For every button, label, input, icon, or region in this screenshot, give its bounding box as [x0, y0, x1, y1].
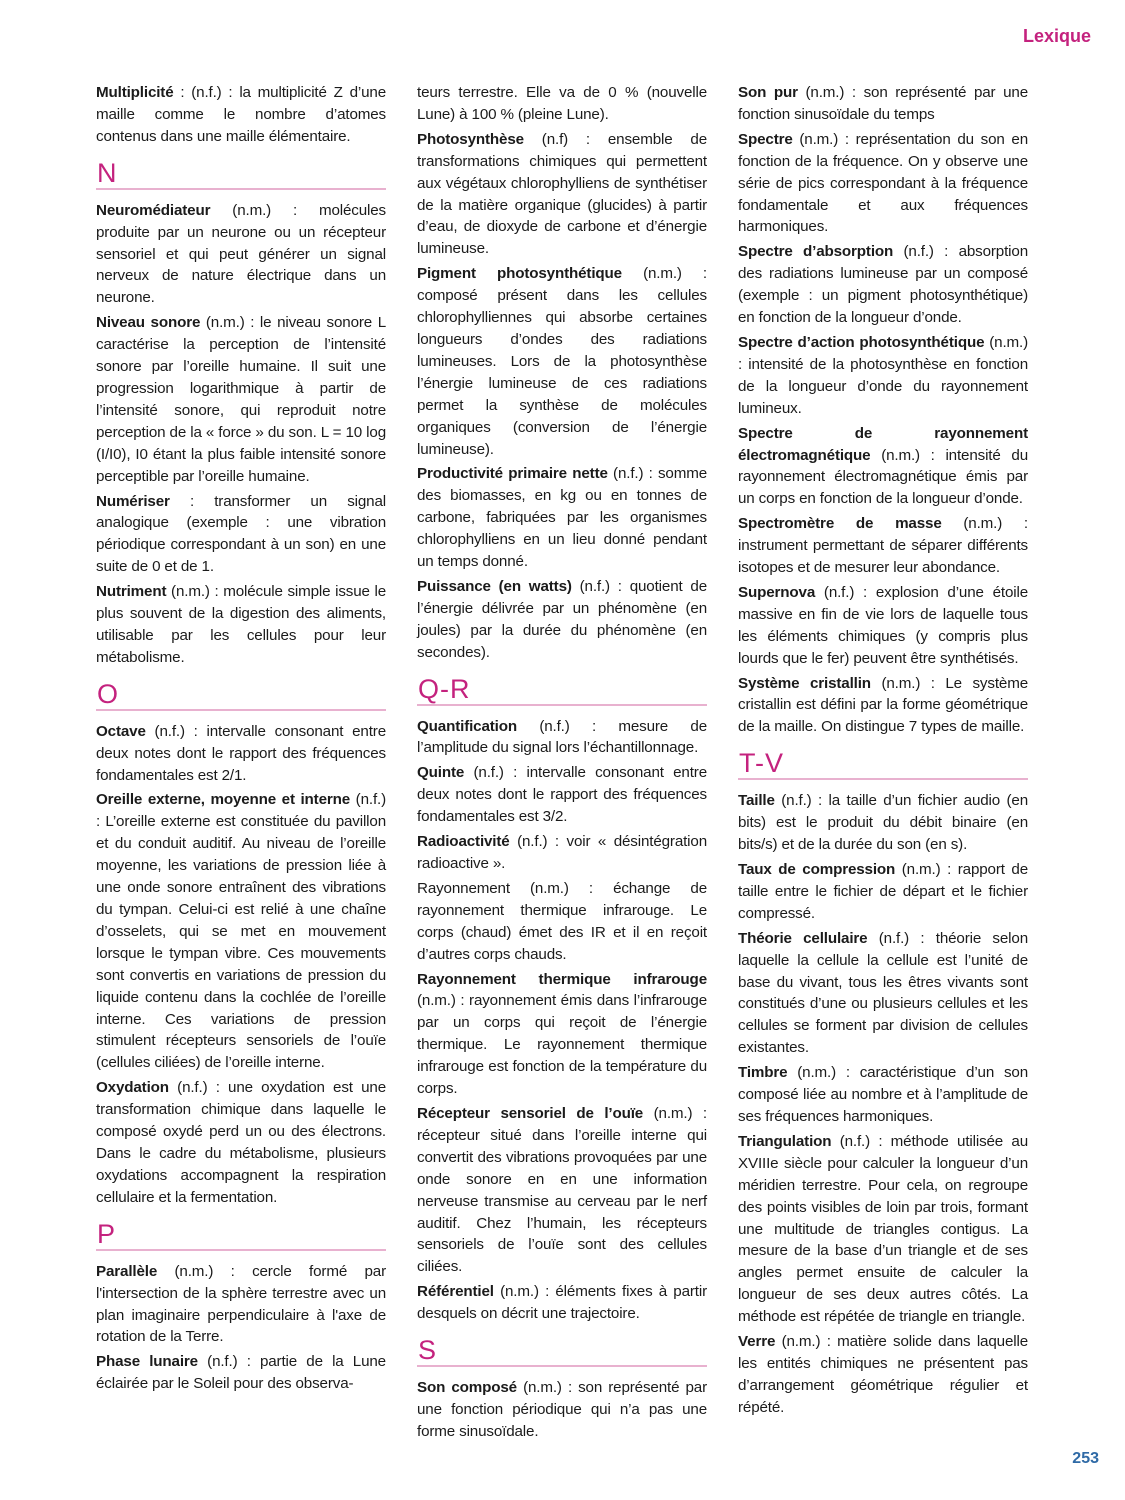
entry-term: Oxydation — [96, 1079, 169, 1097]
entry-definition: (n.f.) : la taille d’un fichier audio (en bits) est le produit du débit binaire (en bits/s) et de la durée du son (en s). — [738, 792, 1028, 854]
entry-term: Timbre — [738, 1064, 788, 1082]
entry-definition: (n.f.) : absorption des radiations lumineuse par un composé (exemple : un pigment photosynthétique) en fonction de la longueur d’onde. — [738, 243, 1028, 327]
entry-term: Récepteur sensoriel de l’ouïe — [417, 1104, 644, 1122]
running-title: Lexique — [1022, 26, 1091, 46]
entry-term: Productivité primaire nette — [417, 465, 608, 483]
glossary-entry — [738, 423, 1028, 511]
glossary-entry — [96, 581, 386, 669]
entry-definition: (n.m.) : rayonnement émis dans l’infrarouge par un corps qui reçoit de l’énergie thermique. Le rayonnement thermique infrarouge est fonction de la température du corps. — [417, 992, 707, 1098]
entry-definition: (n.m.) : matière solide dans laquelle les entités chimiques ne présentent pas d’arrangement géométrique régulier et répété. — [738, 1333, 1028, 1416]
entry-definition: (n.m.) : caractéristique d’un son composé liée au nombre et à l’amplitude de ses fréquences harmoniques. — [738, 1064, 1028, 1125]
entry-definition: (n.f.) : somme des biomasses, en kg ou en tonnes de carbone, fabriquées par les organismes chlorophylliens en un lieu donné pendant un temps donné. — [417, 465, 708, 571]
glossary-entry — [738, 332, 1028, 420]
entry-term: Système cristallin — [738, 674, 871, 692]
glossary-entry — [417, 263, 707, 460]
glossary-entry — [96, 1261, 386, 1349]
entry-definition: (n.f.) : partie de la Lune éclairée par le Soleil pour des observa- — [96, 1353, 386, 1393]
entry-definition: (n.m.) : molécule simple issue le plus souvent de la digestion des aliments, utilisable par les cellules pour leur métabolisme. — [96, 583, 386, 666]
glossary-entry — [417, 969, 707, 1100]
letter-heading: P — [96, 1219, 386, 1251]
glossary-entry — [738, 513, 1028, 579]
glossary-entry — [96, 1351, 386, 1395]
glossary-entry — [738, 673, 1028, 739]
entry-term: Taux de compression — [738, 861, 896, 878]
entry-definition: (n.f.) : intervalle consonant entre deux notes dont le rapport des fréquences fondamentales est 3/2. — [417, 764, 707, 826]
entry-definition: (n.f.) : une oxydation est une transformation chimique dans laquelle le composé oxydé perd un ou des électrons. Dans le cadre du métabolisme, plusieurs oxydations accompagnent la respiration cellulaire et la fermentation. — [96, 1079, 386, 1206]
entry-term: Rayonnement thermique infrarouge — [417, 970, 707, 988]
glossary-entry — [96, 312, 386, 487]
glossary-entry — [417, 129, 707, 260]
entry-term: Pigment photosynthétique — [417, 265, 622, 283]
entry-term: Spectre — [738, 130, 793, 148]
glossary-entry — [738, 790, 1028, 856]
entry-term: Spectre de rayonnement électromagnétique — [738, 424, 1028, 464]
glossary-entry — [738, 928, 1028, 1059]
glossary-entry — [417, 762, 707, 828]
entry-term: Taille — [738, 792, 775, 810]
entry-definition: (n.f.) : quotient de l’énergie délivrée par un phénomène (en joules) par la durée du phénomène (en secondes). — [417, 577, 707, 661]
page-number: 253 — [1072, 1450, 1099, 1467]
entry-term: Neuromédiateur — [96, 201, 211, 219]
entry-term: Théorie cellulaire — [738, 929, 868, 947]
glossary-entry — [96, 491, 386, 579]
glossary-entry — [417, 1281, 707, 1325]
glossary-entry — [738, 129, 1028, 239]
glossary-entry — [738, 1331, 1028, 1419]
entry-term: Son pur — [738, 84, 798, 101]
entry-definition: (n.m.) : instrument permettant de séparer différents isotopes et de mesurer leur abondance. — [738, 515, 1028, 577]
entry-definition: (n.m.) : son représenté par une fonction sinusoïdale du temps — [738, 84, 1028, 123]
glossary-entry — [417, 878, 707, 966]
entry-term: Numériser — [96, 492, 170, 510]
glossary-entry — [738, 82, 1028, 126]
glossary-entry — [417, 463, 707, 573]
glossary-entry — [417, 1377, 707, 1443]
glossary-column-2 — [417, 82, 707, 1446]
entry-definition: : (n.f.) : la multiplicité Z d’une maille comme le nombre d’atomes contenus dans une maille élémentaire. — [96, 84, 386, 145]
entry-definition: (n.f.) : explosion d’une étoile massive en fin de vie lors de laquelle tous les éléments chimiques (y compris plus lourds que le fer) peuvent être synthétisés. — [738, 583, 1028, 667]
entry-definition: (n.m.) : le niveau sonore L caractérise la perception de l’intensité sonore par l’oreille humaine. Il suit une progression logarithmique à partir de l’intensité sonore, qui reproduit notre perception de la « force » du son. L = 10 log (I/I0), I0 étant la plus faible intensité sonore perceptible par l’oreille humaine. — [96, 314, 386, 485]
letter-heading: Q-R — [417, 674, 707, 706]
entry-term: Radioactivité — [417, 833, 510, 851]
entry-term: Multiplicité — [96, 84, 174, 101]
entry-term: Oreille externe, moyenne et interne — [96, 791, 351, 809]
glossary-column-1 — [96, 82, 386, 1398]
letter-heading: O — [96, 679, 386, 711]
entry-term: Photosynthèse — [417, 130, 524, 148]
entry-definition: (n.m.) : représentation du son en fonction de la fréquence. On y observe une série de pics correspondant à la fréquence fondamentale et aux fréquences harmoniques. — [738, 130, 1028, 236]
entry-term: Quantification — [417, 717, 517, 735]
entry-term: Référentiel — [417, 1283, 494, 1301]
glossary-entry — [738, 1131, 1028, 1328]
entry-definition: (n.m.) : son représenté par une fonction périodique qui n’a pas une forme sinusoïdale. — [417, 1379, 707, 1440]
glossary-entry — [96, 789, 386, 1074]
entry-definition: (n.m.) : éléments fixes à partir desquels on décrit une trajectoire. — [417, 1283, 707, 1323]
glossary-entry — [738, 241, 1028, 329]
entry-definition: (n.m.) : rapport de taille entre le fichier de départ et le fichier compressé. — [738, 861, 1028, 922]
entry-definition: (n.m.) : composé présent dans les cellules chlorophylliennes qui absorbe certaines longueurs d’ondes des radiations lumineuses. Lors de la photosynthèse l’énergie lumineuse de ces radiations permet la synthèse de molécules organiques (conversion de l’énergie lumineuse). — [417, 265, 707, 458]
glossary-entry — [417, 716, 707, 760]
entry-term: Niveau sonore — [96, 314, 201, 332]
glossary-entry — [96, 721, 386, 787]
entry-term: Nutriment — [96, 583, 167, 601]
entry-term: Verre — [738, 1333, 776, 1351]
entry-definition: (n.f) : ensemble de transformations chimiques qui permettent aux végétaux chlorophylliens de synthétiser de la matière organique (glucides) à partir d’eau, de dioxyde de carbone et d’énergie lumineuse. — [417, 130, 707, 258]
entry-definition: (n.f.) : théorie selon laquelle la cellule la cellule est l’unité de base du vivant, tous les êtres vivants sont constitués d’une ou plusieurs cellules et les cellules se forment par division de cellules existantes. — [738, 929, 1028, 1057]
letter-heading: S — [417, 1335, 707, 1367]
glossary-entry — [96, 1077, 386, 1208]
entry-term: Supernova — [738, 583, 816, 601]
entry-definition: teurs terrestre. Elle va de 0 % (nouvelle Lune) à 100 % (pleine Lune). — [417, 84, 707, 123]
glossary-column-3 — [738, 82, 1028, 1422]
glossary-entry — [96, 82, 386, 148]
glossary-entry — [417, 82, 707, 126]
entry-term: Phase lunaire — [96, 1353, 198, 1371]
entry-term: Son composé — [417, 1379, 517, 1397]
glossary-entry — [417, 576, 707, 664]
entry-term: Parallèle — [96, 1262, 158, 1280]
glossary-entry — [738, 1062, 1028, 1128]
entry-definition: Rayonnement (n.m.) : échange de rayonnement thermique infrarouge. Le corps (chaud) émet des IR et il en reçoit d’autres corps chauds. — [417, 879, 707, 963]
entry-term: Octave — [96, 722, 146, 740]
entry-definition: (n.f.) : méthode utilisée au XVIIIe siècle pour calculer la longueur d’un méridien terrestre. Pour cela, on regroupe des points visibles de loin par trois, formant une multitude de triangles contigus. La mesure de la base d’un triangle et de ses angles permet ensuite de calculer la longueur de ses deux autres côtés. La méthode est répétée de triangle en triangle. — [738, 1132, 1028, 1326]
glossary-entry — [738, 859, 1028, 925]
entry-definition: (n.f.) : intervalle consonant entre deux notes dont le rapport des fréquences fondamentales est 2/1. — [96, 722, 386, 784]
entry-term: Spectromètre de masse — [738, 515, 942, 533]
entry-term: Triangulation — [738, 1132, 832, 1150]
entry-term: Spectre d’action photosynthétique — [738, 333, 985, 351]
entry-definition: : transformer un signal analogique (exemple : une vibration périodique correspondant à un son) en une suite de 0 et de 1. — [96, 492, 386, 576]
entry-term: Spectre d’absorption — [738, 243, 894, 261]
glossary-entry — [417, 831, 707, 875]
glossary-entry — [96, 200, 386, 310]
entry-definition: (n.m.) : Le système cristallin est défini par la forme géométrique de la maille. On distingue 7 types de maille. — [738, 674, 1028, 736]
letter-heading: T-V — [738, 748, 1028, 780]
entry-definition: (n.f.) : voir « désintégration radioactive ». — [417, 833, 707, 872]
entry-definition: (n.m.) : intensité de la photosynthèse en fonction de la longueur d’onde du rayonnement lumineux. — [738, 333, 1028, 417]
entry-term: Puissance (en watts) — [417, 577, 572, 595]
entry-definition: (n.m.) : récepteur situé dans l’oreille interne qui convertit des vibrations provoquées par une onde sonore en en une information nerveuse transmise au cerveau par le nerf auditif. Chez l’humain, les récepteurs sensoriels de l’ouïe sont des cellules ciliées. — [417, 1104, 707, 1276]
entry-definition: (n.m.) : molécules produite par un neurone ou un récepteur sensoriel et qui peut générer un signal nerveux de nature électrique dans un neurone. — [96, 201, 386, 307]
entry-definition: (n.f.) : mesure de l’amplitude du signal lors l’échantillonnage. — [417, 717, 707, 757]
entry-definition: (n.m.) : intensité du rayonnement électromagnétique émis par un corps en fonction de la longueur d’onde. — [738, 446, 1028, 508]
entry-definition: (n.m.) : cercle formé par l'intersection de la sphère terrestre avec un plan imaginaire perpendiculaire à l'axe de rotation de la Terre. — [96, 1262, 386, 1346]
entry-term: Quinte — [417, 764, 465, 782]
glossary-entry — [738, 582, 1028, 670]
entry-definition: (n.f.) : L’oreille externe est constituée du pavillon et du conduit auditif. Au niveau de l’oreille moyenne, les variations de pression liée à une onde sonore entraînent des vibrations du tympan. Celui-ci est relié à une chaîne d’osselets, qui se met en mouvement lorsque le tympan vibre. Ces mouvements sont convertis en variations de pression du liquide contenu dans la cochlée de l’oreille interne. Ces variations de pression stimulent récepteurs sensoriels de l’ouïe (cellules ciliées) de l’oreille interne. — [96, 791, 386, 1072]
letter-heading: N — [96, 158, 386, 190]
glossary-entry — [417, 1103, 707, 1278]
